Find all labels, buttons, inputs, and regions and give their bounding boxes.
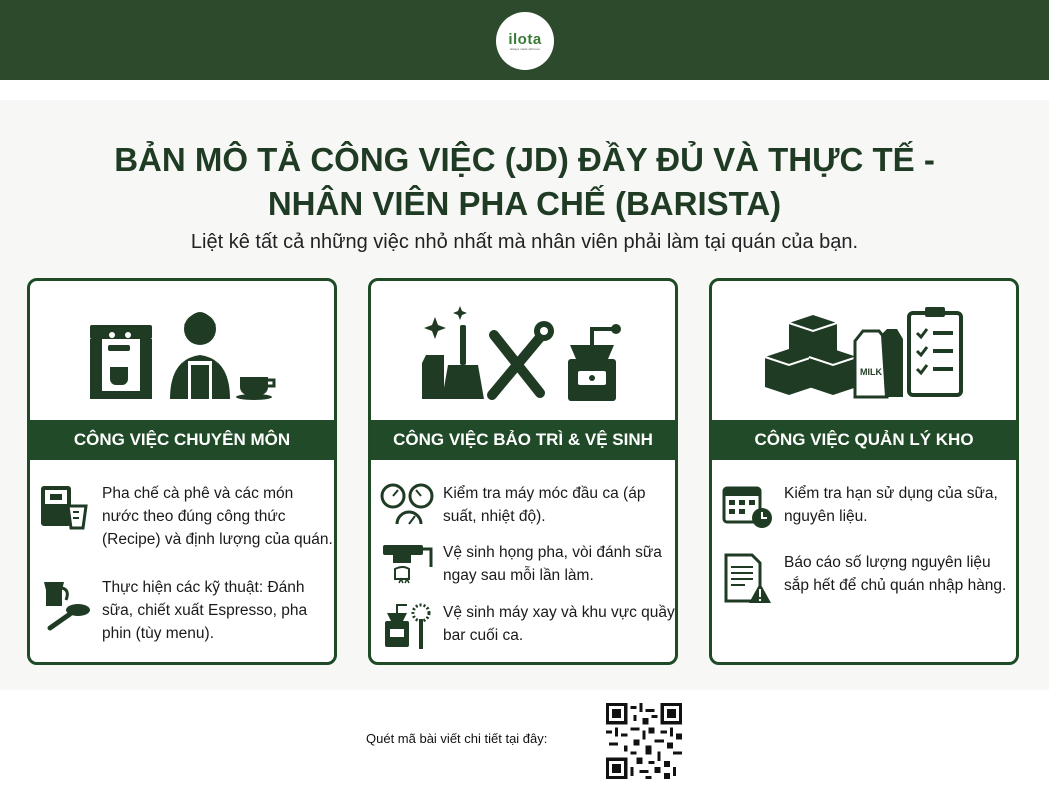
card-inventory-management [709, 278, 1019, 665]
scan-qr-caption: Quét mã bài viết chi tiết tại đây: [366, 731, 548, 746]
top-banner [0, 0, 1049, 80]
page-title [60, 138, 989, 226]
item-text: Kiểm tra máy móc đầu ca (áp suất, nhiệt độ). [443, 485, 646, 525]
recipe-book-measuring-cup-icon [38, 482, 94, 539]
cleaning-tools-grinder-icon [371, 281, 675, 419]
qr-code-icon[interactable] [606, 703, 682, 779]
title-line-1: BẢN MÔ TẢ CÔNG VIỆC (JD) ĐẦY ĐỦ VÀ THỰC TẾ - [114, 141, 935, 178]
grinder-brush-icon [379, 601, 435, 656]
card-title: CÔNG VIỆC CHUYÊN MÔN [30, 420, 334, 460]
milk-carton-label: MILK [860, 367, 882, 377]
logo-tagline: always made with love [509, 46, 540, 51]
item-text: Vệ sinh họng pha, vòi đánh sữa ngay sau mỗi lần làm. [443, 544, 662, 584]
brand-logo[interactable] [496, 12, 554, 70]
report-warning-icon [720, 551, 776, 612]
milk-pitcher-portafilter-icon [38, 576, 94, 637]
item-text: Pha chế cà phê và các món nước theo đúng công thức (Recipe) và định lượng của quán. [102, 485, 333, 548]
boxes-milk-checklist-icon [712, 281, 1016, 419]
title-line-2: NHÂN VIÊN PHA CHẾ (BARISTA) [267, 185, 782, 222]
item-text: Kiểm tra hạn sử dụng của sữa, nguyên liệu. [784, 485, 998, 525]
logo-wordmark: ilota [508, 30, 542, 48]
card-title: CÔNG VIỆC BẢO TRÌ & VỆ SINH [371, 420, 675, 460]
pressure-gauges-icon [379, 482, 437, 533]
group-head-cleaning-icon [379, 541, 435, 592]
page-subtitle: Liệt kê tất cả những việc nhỏ nhất mà nhân viên phải làm tại quán của bạn. [190, 231, 859, 253]
item-text: Thực hiện các kỹ thuật: Đánh sữa, chiết xuất Espresso, pha phin (tùy menu). [102, 579, 308, 642]
card-title: CÔNG VIỆC QUẢN LÝ KHO [712, 420, 1016, 460]
item-text: Báo cáo số lượng nguyên liệu sắp hết để chủ quán nhập hàng. [784, 554, 1007, 594]
barista-espresso-machine-icon [30, 281, 334, 419]
card-professional-work [27, 278, 337, 665]
calendar-clock-icon [720, 482, 776, 537]
card-maintenance-cleaning [368, 278, 678, 665]
item-text: Vệ sinh máy xay và khu vực quầy bar cuối ca. [443, 604, 675, 644]
